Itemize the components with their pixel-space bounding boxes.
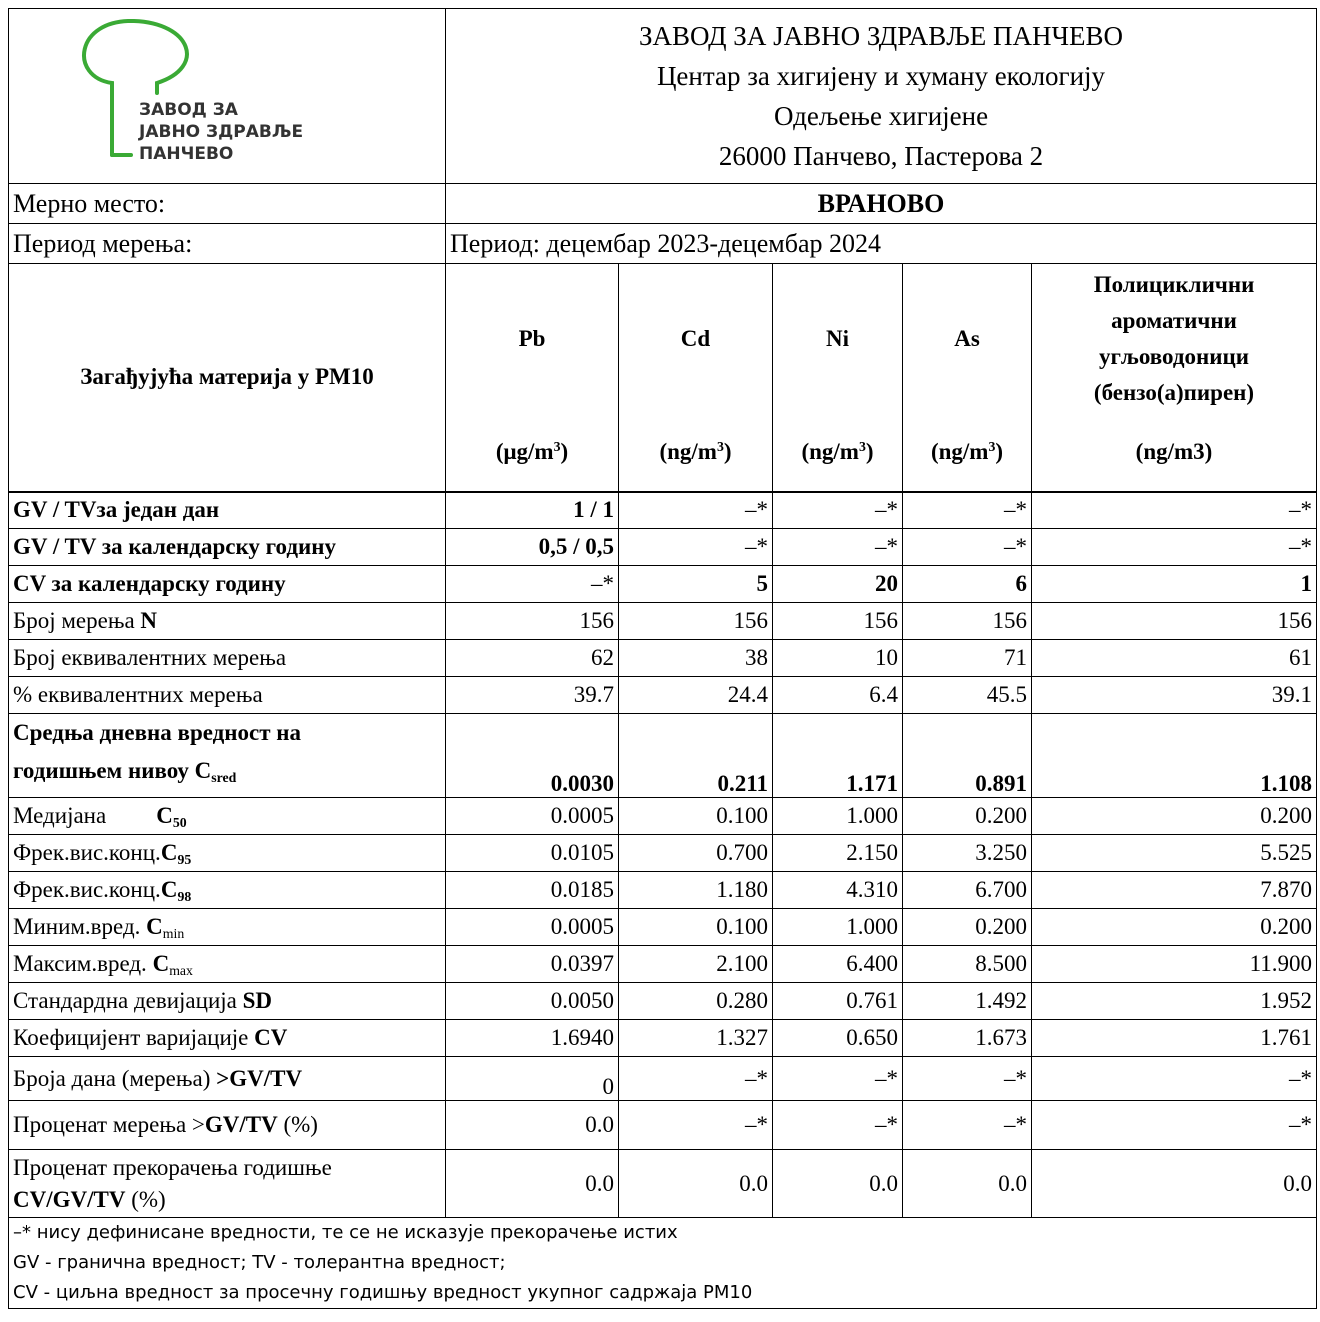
table-row [9, 640, 1317, 677]
table-row [9, 603, 1317, 640]
row-label: Број еквивалентних мерења [9, 640, 446, 677]
cell: 0.650 [773, 1020, 903, 1057]
period-label: Период мерења: [9, 224, 446, 264]
note-gv-tv: GV - гранична вредност; TV - толерантна вредност; [9, 1248, 1317, 1278]
cell: 62 [446, 640, 619, 677]
institute-name: ЗАВОД ЗА ЈАВНО ЗДРАВЉЕ ПАНЧЕВО [638, 21, 1124, 52]
table-row [9, 835, 1317, 872]
cell: –* [446, 566, 619, 603]
cell: 0 [446, 1057, 619, 1101]
cell: 11.900 [1032, 946, 1317, 983]
cell: 0.200 [903, 798, 1032, 835]
table-row [9, 677, 1317, 714]
cell: 0.0 [446, 1150, 619, 1218]
cell: –* [773, 1101, 903, 1150]
table-row [9, 1020, 1317, 1057]
cell: 0.100 [619, 909, 773, 946]
cell: 156 [903, 603, 1032, 640]
row-label: Средња дневна вредност на годишњем нивоу $C_{sred}$ [9, 714, 446, 798]
cell: –* [619, 529, 773, 566]
table-row [9, 566, 1317, 603]
cell: –* [619, 492, 773, 529]
col-pb: Pb [446, 264, 619, 414]
row-label: Коефицијент варијације CV [9, 1020, 446, 1057]
table-row [9, 529, 1317, 566]
cell: 0.0 [903, 1150, 1032, 1218]
cell: 39.1 [1032, 677, 1317, 714]
cell: 10 [773, 640, 903, 677]
department-name: Одељење хигијене [773, 101, 989, 132]
cell: –* [903, 1057, 1032, 1101]
cell: 156 [773, 603, 903, 640]
cell: 0.0 [619, 1150, 773, 1218]
cell: 0.200 [1032, 909, 1317, 946]
cell: 0.761 [773, 983, 903, 1020]
cell: 38 [619, 640, 773, 677]
cell: 0.100 [619, 798, 773, 835]
table-row [9, 983, 1317, 1020]
cell: 0.700 [619, 835, 773, 872]
cell: 156 [446, 603, 619, 640]
cell: –* [1032, 1057, 1317, 1101]
table-row [9, 1150, 1317, 1218]
table-row [9, 1057, 1317, 1101]
cell: 0.0185 [446, 872, 619, 909]
table-row [9, 909, 1317, 946]
cell: 1.171 [773, 714, 903, 798]
cell: –* [903, 529, 1032, 566]
row-label: Проценат прекорачења годишње CV/GV/TV (%) [9, 1150, 446, 1218]
cell: 5.525 [1032, 835, 1317, 872]
cell: 3.250 [903, 835, 1032, 872]
cell: 20 [773, 566, 903, 603]
unit-ni: $(ng/m^3)$ [773, 414, 903, 492]
cell: 1.327 [619, 1020, 773, 1057]
cell: –* [773, 492, 903, 529]
row-label: $Фрек.вис.конц.C_{95}$ [9, 835, 446, 872]
col-ni: Ni [773, 264, 903, 414]
row-label: $Фрек.вис.конц.C_{98}$ [9, 872, 446, 909]
table-row [9, 946, 1317, 983]
cell: 0.0105 [446, 835, 619, 872]
cell: –* [903, 1101, 1032, 1150]
cell: 0.211 [619, 714, 773, 798]
cell: 2.100 [619, 946, 773, 983]
cell: 156 [619, 603, 773, 640]
col-cd: Cd [619, 264, 773, 414]
cell: 8.500 [903, 946, 1032, 983]
col-pah: Полициклични ароматични угљоводоници (бензо(а)пирен) [1032, 264, 1317, 414]
table-row [9, 872, 1317, 909]
cell: 5 [619, 566, 773, 603]
unit-as: $(ng/m^3)$ [903, 414, 1032, 492]
cell: 156 [1032, 603, 1317, 640]
cell: 6 [903, 566, 1032, 603]
cell: 6.4 [773, 677, 903, 714]
cell: –* [903, 492, 1032, 529]
cell: 1.180 [619, 872, 773, 909]
row-label: Броја дана (мерења) >GV/TV [9, 1057, 446, 1101]
pollutant-header: Загађујућа материја у PM10 [9, 264, 446, 492]
cell: –* [1032, 529, 1317, 566]
cell: –* [619, 1101, 773, 1150]
address: 26000 Панчево, Пастерова 2 [718, 141, 1044, 172]
cell: –* [773, 529, 903, 566]
row-label: % еквивалентних мерења [9, 677, 446, 714]
cell: 1 [1032, 566, 1317, 603]
logo-cell [9, 9, 446, 184]
cell: 2.150 [773, 835, 903, 872]
cell: –* [1032, 1101, 1317, 1150]
cell: 1.000 [773, 909, 903, 946]
cell: 1.761 [1032, 1020, 1317, 1057]
table-row [9, 714, 1317, 798]
table-row [9, 798, 1317, 835]
cell: 61 [1032, 640, 1317, 677]
cell: 6.400 [773, 946, 903, 983]
site-value: ВРАНОВО [446, 184, 1317, 224]
row-label: GV / TV за календарску годину [9, 529, 446, 566]
table-row [9, 1101, 1317, 1150]
cell: 1.492 [903, 983, 1032, 1020]
cell: 7.870 [1032, 872, 1317, 909]
logo-line-2: ЈАВНО ЗДРАВЉЕ [139, 122, 304, 142]
unit-pb: $(\mu g/m^3)$ [446, 414, 619, 492]
unit-pah: (ng/m3) [1032, 414, 1317, 492]
cell: 0.0050 [446, 983, 619, 1020]
logo-line-3: ПАНЧЕВО [139, 144, 234, 164]
cell: 0.200 [903, 909, 1032, 946]
unit-cd: $(ng/m^3)$ [619, 414, 773, 492]
cell: 0,5 / 0,5 [446, 529, 619, 566]
site-label: Мерно место: [9, 184, 446, 224]
cell: 0.891 [903, 714, 1032, 798]
row-label: CV за календарску годину [9, 566, 446, 603]
row-label: Максим.вред. $C_{max}$ [9, 946, 446, 983]
cell: 6.700 [903, 872, 1032, 909]
logo-line-1: ЗАВОД ЗА [139, 100, 238, 120]
period-value: Период: децембар 2023-децембар 2024 [446, 224, 1317, 264]
institute-logo-icon [9, 9, 446, 177]
row-label: GV / TVза један дан [9, 492, 446, 529]
cell: 4.310 [773, 872, 903, 909]
row-label: Миним.вред. $C_{min}$ [9, 909, 446, 946]
cell: 1.673 [903, 1020, 1032, 1057]
cell: 0.0005 [446, 909, 619, 946]
row-label: Број мерења N [9, 603, 446, 640]
cell: 0.0 [773, 1150, 903, 1218]
cell: 0.280 [619, 983, 773, 1020]
cell: –* [1032, 492, 1317, 529]
cell: 1.952 [1032, 983, 1317, 1020]
cell: 0.0005 [446, 798, 619, 835]
cell: –* [773, 1057, 903, 1101]
cell: 0.0030 [446, 714, 619, 798]
cell: 1 / 1 [446, 492, 619, 529]
cell: 0.0 [1032, 1150, 1317, 1218]
cell: 24.4 [619, 677, 773, 714]
cell: –* [619, 1057, 773, 1101]
cell: 71 [903, 640, 1032, 677]
report-table [8, 8, 1317, 1309]
col-as: As [903, 264, 1032, 414]
cell: 0.0 [446, 1101, 619, 1150]
center-name: Центар за хигијену и хуману екологију [656, 61, 1106, 92]
table-row [9, 492, 1317, 529]
cell: 1.000 [773, 798, 903, 835]
cell: 39.7 [446, 677, 619, 714]
institute-header [446, 9, 1317, 184]
cell: 45.5 [903, 677, 1032, 714]
cell: 0.200 [1032, 798, 1317, 835]
row-label: Проценат мерења >GV/TV (%) [9, 1101, 446, 1150]
cell: 1.6940 [446, 1020, 619, 1057]
cell: 0.0397 [446, 946, 619, 983]
note-cv: CV - циљна вредност за просечну годишњу вредност укупног садржаја PM10 [9, 1278, 1317, 1309]
row-label: Стандардна девијација SD [9, 983, 446, 1020]
note-undefined: –* нису дефинисане вредности, те се не исказује прекорачење истих [9, 1218, 1317, 1249]
row-label: Медијана $C_{50}$ [9, 798, 446, 835]
cell: 1.108 [1032, 714, 1317, 798]
